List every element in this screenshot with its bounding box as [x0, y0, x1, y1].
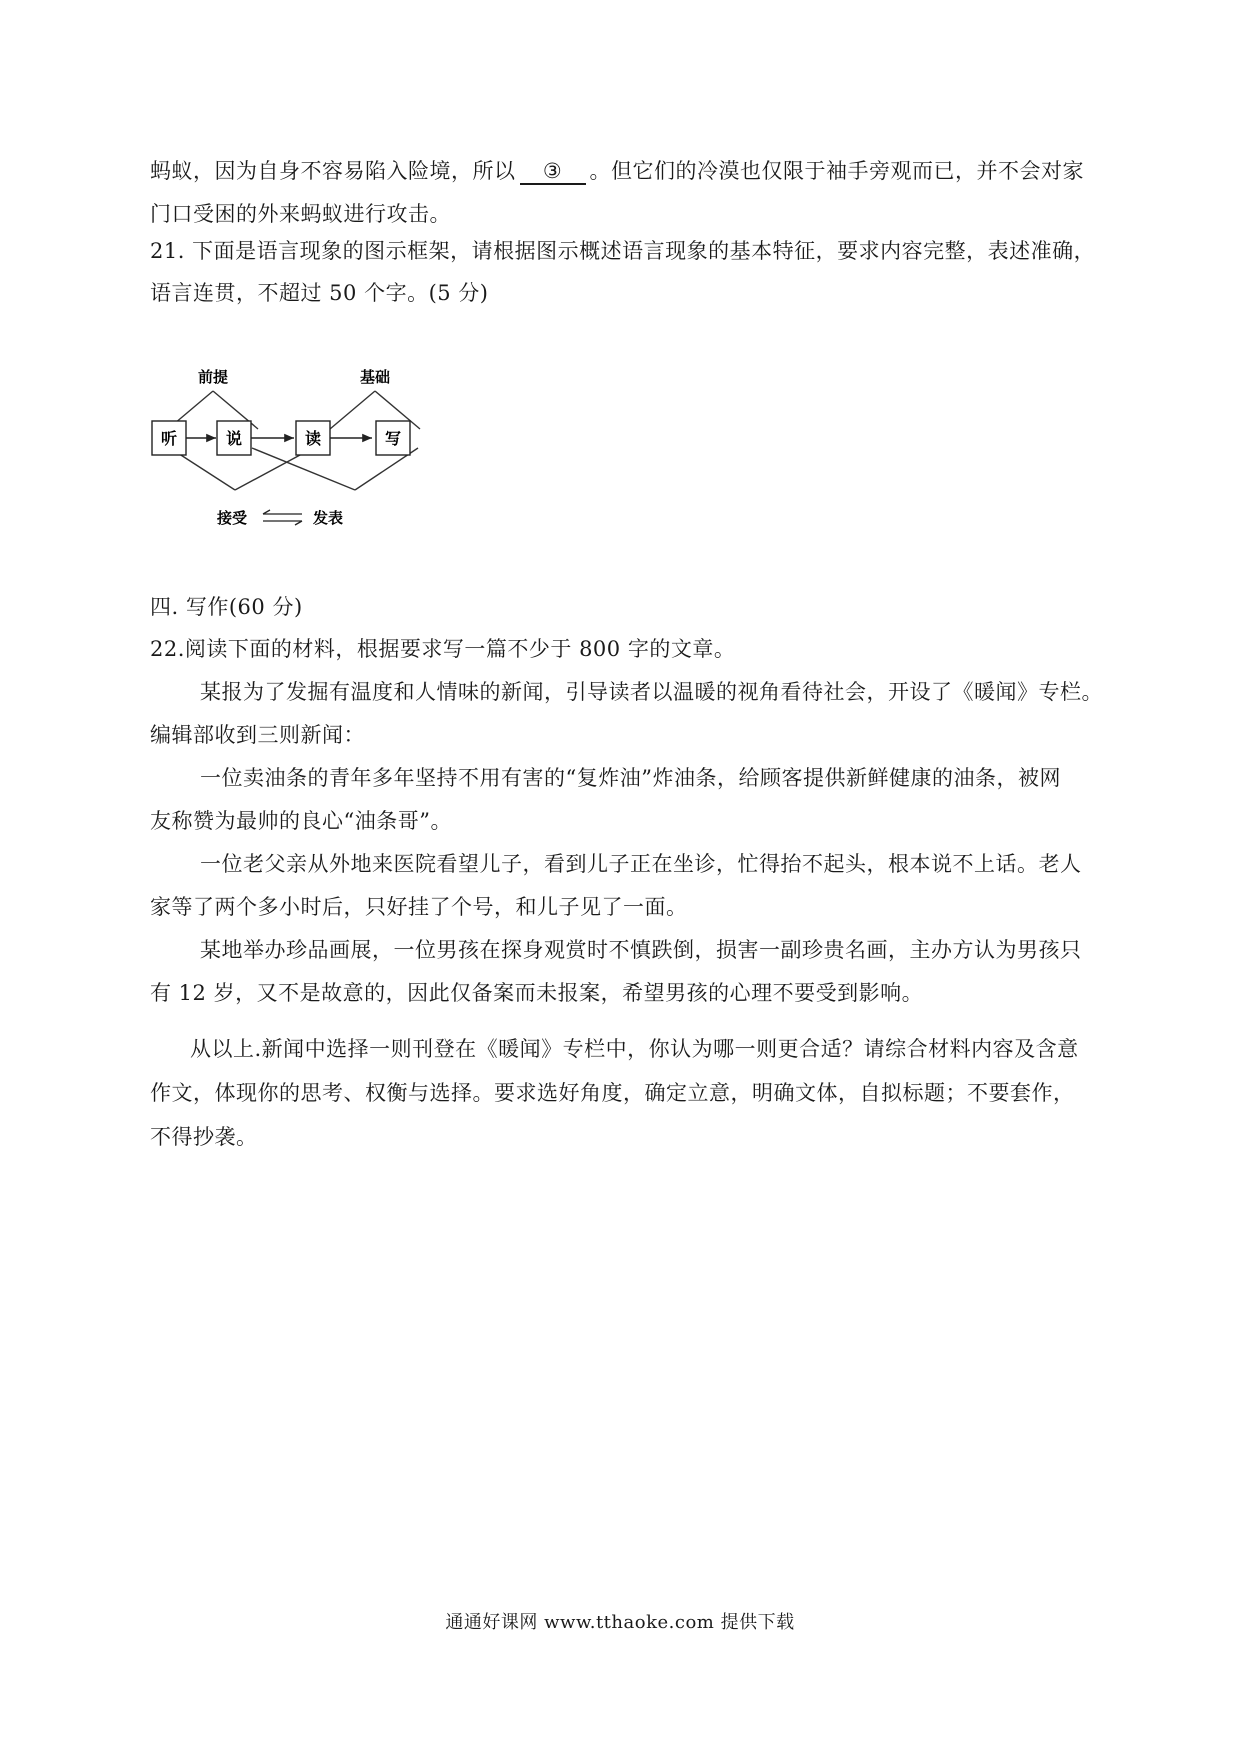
answer-blank-3: ③	[520, 159, 586, 185]
q22-requirement-line-1: 从以上.新闻中选择一则刊登在《暖闻》专栏中，你认为哪一则更合适？请综合材料内容及含意	[190, 1037, 1079, 1061]
basis-label: 基础	[359, 368, 391, 386]
basis-left-line	[330, 391, 375, 429]
q22-p4-line-1: 某地举办珍品画展，一位男孩在探身观赏时不慎跌倒，损害一副珍贵名画，主办方认为男孩只	[200, 938, 1082, 962]
q22-requirement-line-2: 作文，体现你的思考、权衡与选择。要求选好角度，确定立意，明确文体，自拟标题；不要套作，	[150, 1081, 1075, 1105]
continuation-line-2: 门口受困的外来蚂蚁进行攻击。	[150, 202, 451, 226]
continuation-line-1	[150, 156, 1084, 186]
q22-p2-line-1: 一位卖油条的青年多年坚持不用有害的“复炸油”炸油条，给顾客提供新鲜健康的油条，被网	[200, 766, 1061, 790]
q22-intro: 22.阅读下面的材料，根据要求写一篇不少于 800 字的文章。	[150, 637, 736, 661]
q21-prompt-line-1: 21. 下面是语言现象的图示框架，请根据图示概述语言现象的基本特征，要求内容完整，表述准确，	[150, 239, 1096, 263]
box-speak-label: 说	[225, 429, 243, 448]
box-write-label: 写	[384, 429, 402, 448]
continuation-text-after: 。但它们的冷漠也仅限于袖手旁观而已，并不会对家	[589, 159, 1084, 183]
receive-label: 接受	[216, 509, 248, 527]
language-diagram-svg	[150, 368, 470, 538]
q22-p3-line-2: 家等了两个多小时后，只好挂了个号，和儿子见了一面。	[150, 895, 688, 919]
language-diagram	[150, 368, 470, 538]
q22-requirement-line-3: 不得抄袭。	[150, 1125, 258, 1149]
q22-p1-line-1: 某报为了发掘有温度和人情味的新闻，引导读者以温暖的视角看待社会，开设了《暖闻》专栏。	[200, 680, 1103, 704]
box-listen-label: 听	[160, 429, 178, 448]
q22-p3-line-1: 一位老父亲从外地来医院看望儿子，看到儿子正在坐诊，忙得抬不起头，根本说不上话。老人	[200, 852, 1082, 876]
q22-p4-line-2: 有 12 岁，又不是故意的，因此仅备案而未报案，希望男孩的心理不要受到影响。	[150, 981, 924, 1005]
q22-p1-line-2: 编辑部收到三则新闻：	[150, 723, 365, 747]
express-label: 发表	[312, 509, 344, 527]
q22-p2-line-2: 友称赞为最帅的良心“油条哥”。	[150, 809, 452, 833]
page-footer: 通通好课网 www.tthaoke.com 提供下载	[445, 1612, 795, 1633]
premise-label: 前提	[197, 368, 229, 386]
box-read-label: 读	[304, 429, 322, 448]
section4-heading: 四. 写作(60 分)	[150, 595, 303, 619]
q21-prompt-line-2: 语言连贯，不超过 50 个字。(5 分)	[150, 281, 489, 305]
continuation-text-before: 蚂蚁，因为自身不容易陷入险境，所以	[150, 159, 516, 183]
